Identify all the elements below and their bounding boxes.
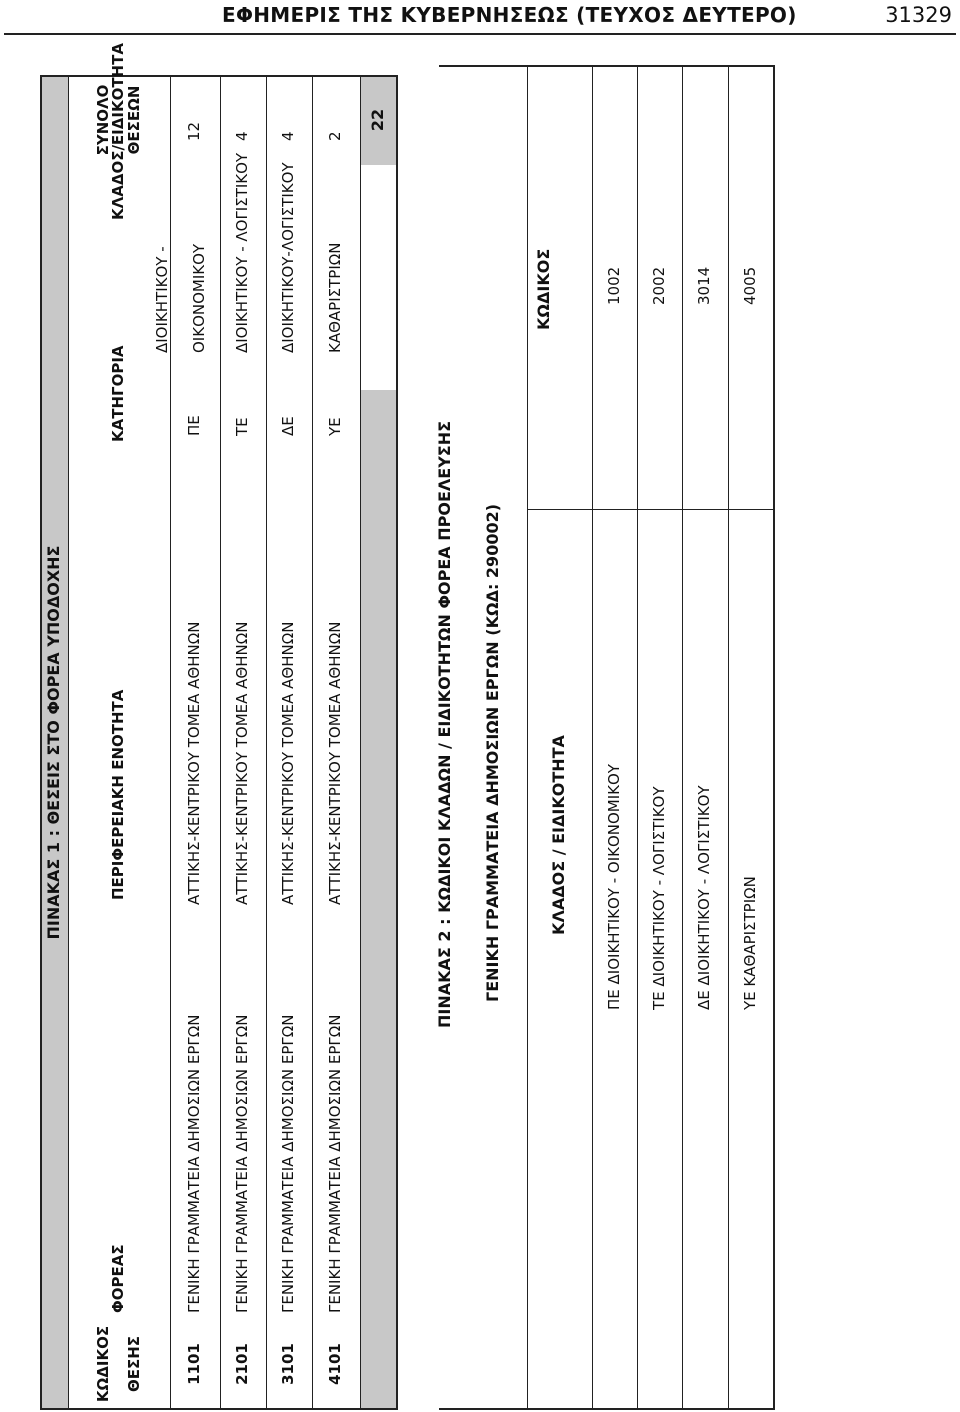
branch-line1: ΚΑΘΑΡΙΣΤΡΙΩΝ <box>326 242 345 353</box>
branch-line2: ΟΙΚΟΝΟΜΙΚΟΥ <box>189 243 208 353</box>
table1-header-category: ΚΑΤΗΓΟΡΙΑ <box>109 345 128 442</box>
table1-line <box>360 75 361 1410</box>
branch-line1: ΔΙΟΙΚΗΤΙΚΟΥ - <box>152 246 171 353</box>
table2-header-branch: ΚΛΑΔΟΣ / ΕΙΔΙΚΟΤΗΤΑ <box>549 735 569 935</box>
table1-row-region: ΑΤΤΙΚΗΣ-ΚΕΝΤΡΙΚΟΥ ΤΟΜΕΑ ΑΘΗΝΩΝ <box>279 621 298 905</box>
table2-subtitle: ΓΕΝΙΚΗ ΓΡΑΜΜΑΤΕΙΑ ΔΗΜΟΣΙΩΝ ΕΡΓΩΝ (ΚΩΔ: 290002) <box>482 503 502 1002</box>
table1-row-code: 3101 <box>279 1343 298 1385</box>
table1-grand-total: 22 <box>367 108 387 132</box>
table1-row-total: 4 <box>233 131 252 141</box>
table2-row-code: 4005 <box>740 266 759 305</box>
table1-row-category: ΔΕ <box>279 416 298 436</box>
branch-line1: ΔΙΟΙΚΗΤΙΚΟΥ - ΛΟΓΙΣΤΙΚΟΥ <box>233 152 252 353</box>
table1-row-category: ΤΕ <box>233 417 252 436</box>
table1-row-region: ΑΤΤΙΚΗΣ-ΚΕΝΤΡΙΚΟΥ ΤΟΜΕΑ ΑΘΗΝΩΝ <box>326 621 345 905</box>
table2-row-branch: ΥΕ ΚΑΘΑΡΙΣΤΡΙΩΝ <box>740 876 759 1010</box>
table2-row-branch: ΤΕ ΔΙΟΙΚΗΤΙΚΟΥ - ΛΟΓΙΣΤΙΚΟΥ <box>649 786 668 1010</box>
header-code-line1: ΚΩΔΙΚΟΣ <box>93 1325 112 1403</box>
table2-header-code: ΚΩΔΙΚΟΣ <box>534 248 553 330</box>
table2-title: ΠΙΝΑΚΑΣ 2 : ΚΩΔΙΚΟΙ ΚΛΑΔΩΝ / ΕΙΔΙΚΟΤΗΤΩΝ ΦΟΡΕΑ ΠΡΟΕΛΕΥΣΗΣ <box>434 420 454 1028</box>
table1-row-category: ΥΕ <box>326 417 345 436</box>
table2-row-code: 3014 <box>694 266 713 305</box>
table2-row-code: 2002 <box>649 266 668 305</box>
table1-row-code: 2101 <box>233 1343 252 1385</box>
table1-title: ΠΙΝΑΚΑΣ 1 : ΘΕΣΕΙΣ ΣΤΟ ΦΟΡΕΑ ΥΠΟΔΟΧΗΣ <box>43 545 63 940</box>
header-total-line1: ΣΥΝΟΛΟ <box>93 84 112 156</box>
table1-header-agency: ΦΟΡΕΑΣ <box>109 1244 128 1313</box>
header-code-line2: ΘΕΣΗΣ <box>125 1335 143 1393</box>
table1-row-total: 4 <box>279 131 298 141</box>
table1-header-branch: ΚΛΑΔΟΣ/ΕΙΔΙΚΟΤΗΤΑ <box>109 43 128 220</box>
table1-header-total <box>68 75 170 165</box>
table1-border-bottom <box>396 75 398 1410</box>
table1-row-total: 2 <box>326 131 345 141</box>
table1-row-agency: ΓΕΝΙΚΗ ΓΡΑΜΜΑΤΕΙΑ ΔΗΜΟΣΙΩΝ ΕΡΓΩΝ <box>279 1014 298 1313</box>
table1-row-region: ΑΤΤΙΚΗΣ-ΚΕΝΤΡΙΚΟΥ ΤΟΜΕΑ ΑΘΗΝΩΝ <box>233 621 252 905</box>
table2-col-divider <box>527 509 775 510</box>
table1-row-category: ΠΕ <box>185 415 204 436</box>
table2-border-left <box>439 1408 775 1410</box>
table2-row-code: 1002 <box>604 266 623 305</box>
table1-row-agency: ΓΕΝΙΚΗ ΓΡΑΜΜΑΤΕΙΑ ΔΗΜΟΣΙΩΝ ΕΡΓΩΝ <box>233 1014 252 1313</box>
branch-line1: ΔΙΟΙΚΗΤΙΚΟΥ-ΛΟΓΙΣΤΙΚΟΥ <box>279 162 298 353</box>
table2-row-branch: ΔΕ ΔΙΟΙΚΗΤΙΚΟΥ - ΛΟΓΙΣΤΙΚΟΥ <box>694 785 713 1010</box>
header-total-line2: ΘΕΣΕΩΝ <box>125 85 143 155</box>
table2-row-branch: ΠΕ ΔΙΟΙΚΗΤΙΚΟΥ - ΟΙΚΟΝΟΜΙΚΟΥ <box>604 764 623 1010</box>
table2-border-right <box>439 65 775 67</box>
table1-header-code <box>68 1318 170 1410</box>
table2-border-bottom <box>773 65 775 1410</box>
rotated-content <box>40 43 945 1410</box>
page-number: 31329 <box>885 3 952 27</box>
table1-row-code: 4101 <box>326 1343 345 1385</box>
table1-row-total: 12 <box>185 121 204 141</box>
table1-header-region: ΠΕΡΙΦΕΡΕΙΑΚΗ ΕΝΟΤΗΤΑ <box>109 689 128 900</box>
table1-row-agency: ΓΕΝΙΚΗ ΓΡΑΜΜΑΤΕΙΑ ΔΗΜΟΣΙΩΝ ΕΡΓΩΝ <box>185 1014 204 1313</box>
gazette-title: ΕΦΗΜΕΡΙΣ ΤΗΣ ΚΥΒΕΡΝΗΣΕΩΣ (ΤΕΥΧΟΣ ΔΕΥΤΕΡΟ) <box>222 3 797 27</box>
table1-total-label-shade <box>360 390 396 1410</box>
table1-row-code: 1101 <box>185 1343 204 1385</box>
table1-row-agency: ΓΕΝΙΚΗ ΓΡΑΜΜΑΤΕΙΑ ΔΗΜΟΣΙΩΝ ΕΡΓΩΝ <box>326 1014 345 1313</box>
table1-row-region: ΑΤΤΙΚΗΣ-ΚΕΝΤΡΙΚΟΥ ΤΟΜΕΑ ΑΘΗΝΩΝ <box>185 621 204 905</box>
